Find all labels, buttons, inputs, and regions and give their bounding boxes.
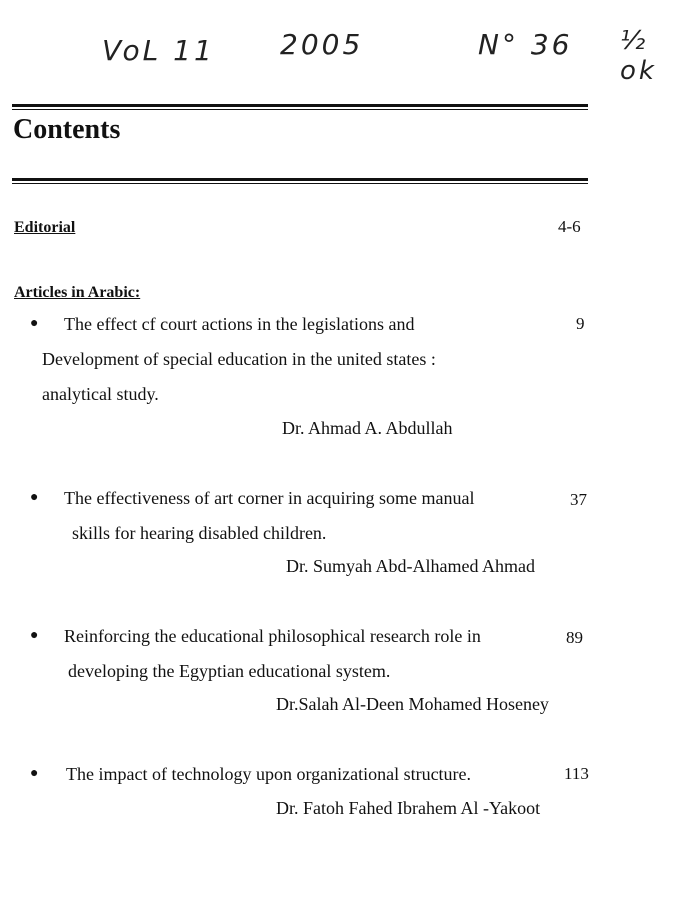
handwritten-number: N° 36 <box>478 28 573 61</box>
bullet-icon: ● <box>30 766 39 781</box>
handwritten-volume: VoL 11 <box>102 34 215 67</box>
article-page-number: 37 <box>570 490 587 509</box>
editorial-pages: 4-6 <box>558 217 581 236</box>
article-title-line: developing the Egyptian educational system. <box>68 661 391 681</box>
article-title-line: analytical study. <box>42 384 159 404</box>
page-title: Contents <box>13 114 121 145</box>
article-title-line: The impact of technology upon organizational structure. <box>66 764 472 784</box>
title-divider <box>12 178 588 184</box>
articles-heading: Articles in Arabic: <box>14 284 141 301</box>
handwritten-annotation <box>90 24 680 84</box>
handwritten-fraction: ½ ok <box>620 26 657 86</box>
bullet-icon: ● <box>30 316 39 331</box>
editorial-label: Editorial <box>14 219 76 236</box>
bullet-icon: ● <box>30 490 39 505</box>
top-divider <box>12 104 588 110</box>
article-title-line: Development of special education in the united states : <box>42 349 436 369</box>
article-author: Dr.Salah Al-Deen Mohamed Hoseney <box>276 694 549 714</box>
handwritten-year: 2005 <box>280 28 364 61</box>
article-page-number: 113 <box>564 764 589 783</box>
article-page-number: 89 <box>566 628 583 647</box>
bullet-icon: ● <box>30 628 39 643</box>
article-author: Dr. Fatoh Fahed Ibrahem Al -Yakoot <box>276 798 541 818</box>
article-author: Dr. Ahmad A. Abdullah <box>282 418 453 438</box>
article-title-line: The effectiveness of art corner in acquiring some manual <box>64 488 475 508</box>
article-title-line: Reinforcing the educational philosophical research role in <box>64 626 481 646</box>
article-title-line: The effect cf court actions in the legislations and <box>64 314 415 334</box>
article-title-line: skills for hearing disabled children. <box>72 523 327 543</box>
article-page-number: 9 <box>576 314 585 333</box>
article-author: Dr. Sumyah Abd-Alhamed Ahmad <box>286 556 535 576</box>
